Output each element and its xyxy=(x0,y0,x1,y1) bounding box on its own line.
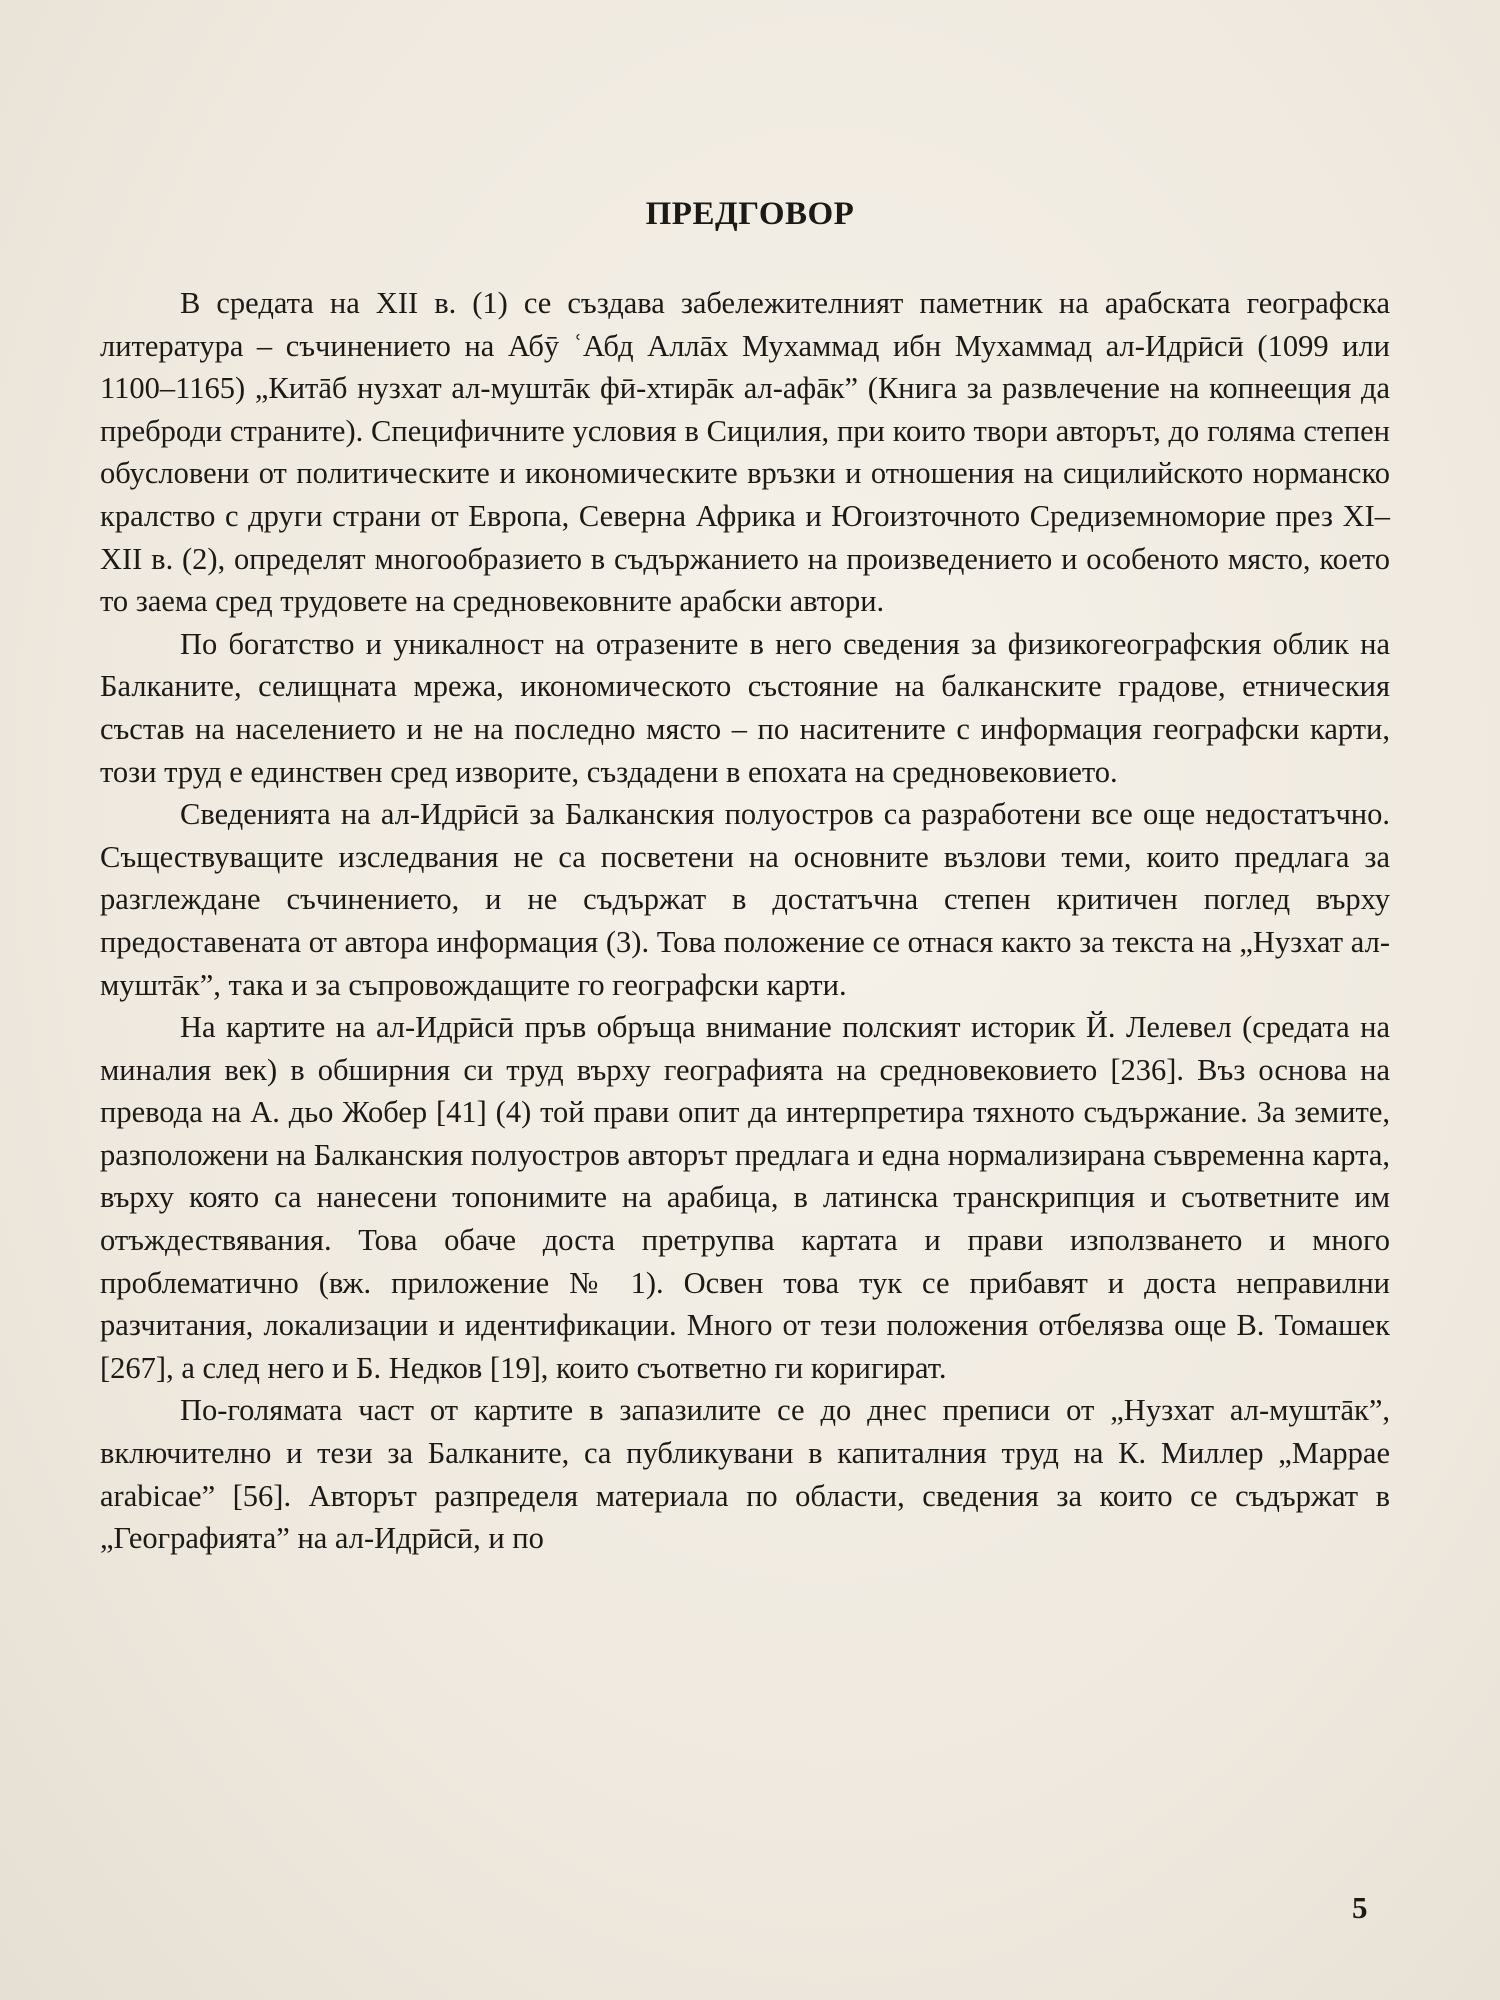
paragraph-5: По-голямата част от картите в запазилите се до днес преписи от „Нузхат ал-муштāк”, включително и тези за Балканите, са публикувани в капиталния труд на К. Миллер „Mappae arabicae” [56]. Авторът разпределя материала по области, сведения за които се съдържат в „Географията” на ал-Идрӣсӣ, и по xyxy=(100,1393,1390,1556)
paragraph-4: На картите на ал-Идрӣсӣ пръв обръща внимание полският историк Й. Лелевел (средата на миналия век) в обширния си труд върху географията на средновековието [236]. Въз основа на превода на А. дьо Жобер [41] (4) той прави опит да интерпретира тяхното съдържание. За земите, разположени на Балканския полуостров авторът предлага и една нормализирана съвременна карта, върху която са нанесени топонимите на арабица, в латинска транскрипция и съответните им отъждествявания. Това обаче доста претрупва картата и прави използването и много проблематично (вж. приложение № 1). Освен това тук се прибавят и доста неправилни разчитания, локализации и идентификации. Много от тези положения отбелязва още В. Томашек [267], а след него и Б. Недков [19], които съответно ги коригират. xyxy=(100,1010,1390,1385)
paragraph-2: По богатство и уникалност на отразените в него сведения за физикогеографския облик на Балканите, селищната мрежа, икономическото състояние на балканските градове, етническия състав на населението и не на последно място – по наситените с информация географски карти, този труд е единствен сред изворите, създадени в епохата на средновековието. xyxy=(100,626,1390,789)
page-title: ПРЕДГОВОР xyxy=(645,196,855,232)
page-number: 5 xyxy=(1352,1890,1368,1925)
paragraph-3: Сведенията на ал-Идрӣсӣ за Балканския полуостров са разработени все още недостатъчно. Съществуващите изследвания не са посветени на основните възлови теми, които предлага за разглеждане съчинението, и не съдържат в достатъчна степен критичен поглед върху предоставената от автора информация (3). Това положение се отнася както за текста на „Нузхат ал-муштāк”, така и за съпровождащите го географски карти. xyxy=(100,797,1390,1002)
paragraph-1: В средата на XII в. (1) се създава забележителният паметник на арабската географска литература – съчинението на Абӯ ʿАбд Аллāх Мухаммад ибн Мухаммад ал-Идрӣсӣ (1099 или 1100–1165) „Китāб нузхат ал-муштāк фӣ-хтирāк ал-афāк” (Книга за развлечение на копнеещия да преброди страните). Специфичните условия в Сицилия, при които твори авторът, до голяма степен обусловени от политическите и икономическите връзки и отношения на сицилийското норманско кралство с други страни от Европа, Северна Африка и Югоизточното Средиземноморие през XI–XII в. (2), определят многообразието в съдържанието на произведението и особеното място, което то заема сред трудовете на средновековните арабски автори. xyxy=(100,286,1390,619)
preface-body xyxy=(100,282,1390,1560)
